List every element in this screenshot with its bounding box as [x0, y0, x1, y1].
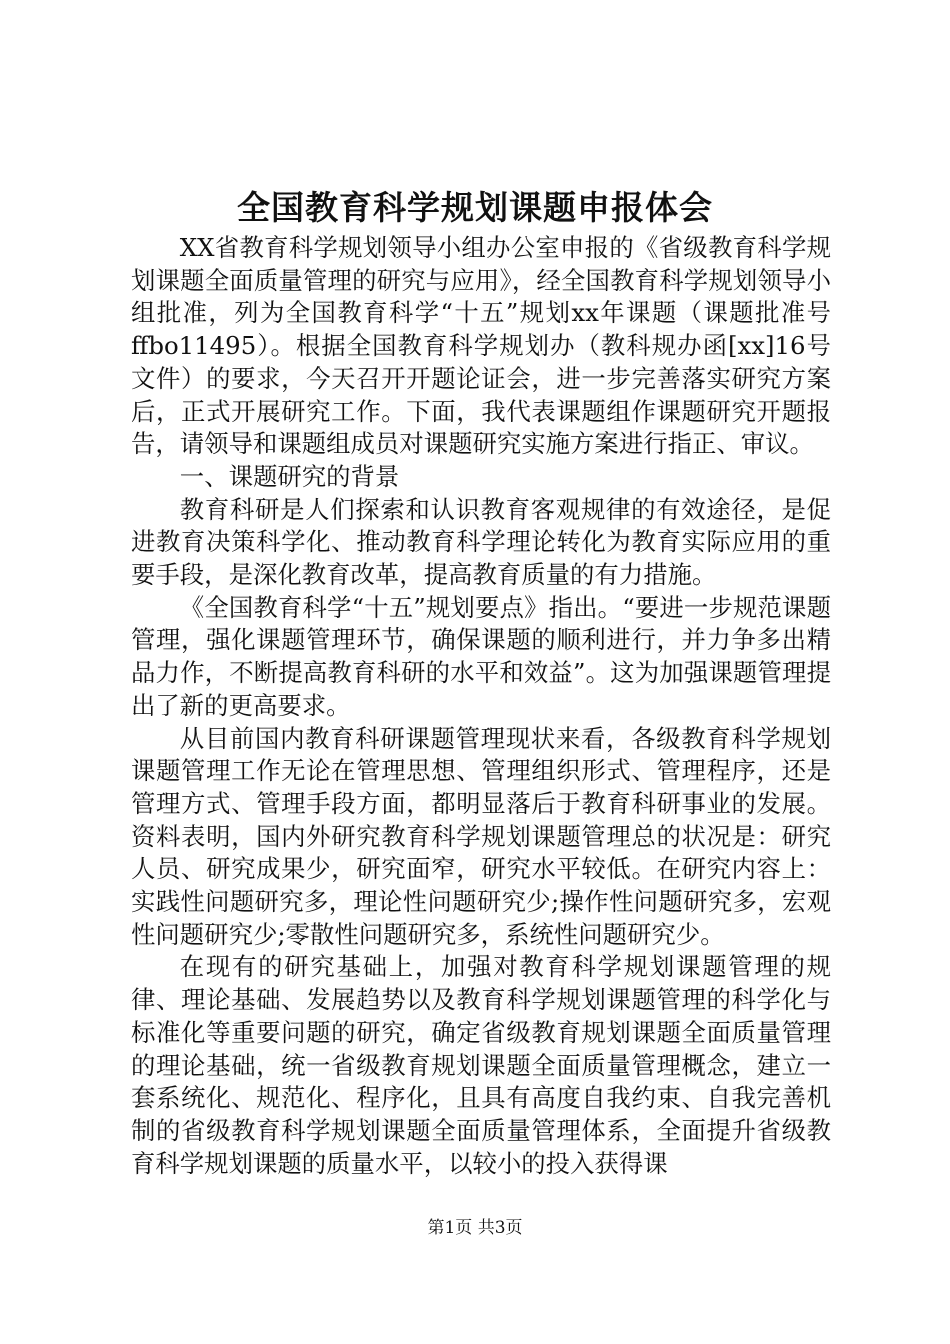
paragraph-intro: XX省教育科学规划领导小组办公室申报的《省级教育科学规划课题全面质量管理的研究与应用》，经全国教育科学规划领导小组批准，列为全国教育科学“十五”规划xx年课题（课题批准号ffbo11495）。根据全国教育科学规划办（教科规办函[xx]16号文件）的要求，今天召开开题论证会，进一步完善落实研究方案后，正式开展研究工作。下面，我代表课题组作课题研究开题报告，请领导和课题组成员对课题研究实施方案进行指正、审议。: [131, 233, 831, 459]
paragraph-research-role: 教育科研是人们探索和认识教育客观规律的有效途径，是促进教育决策科学化、推动教育科学理论转化为教育实际应用的重要手段，是深化教育改革，提高教育质量的有力措施。: [131, 494, 831, 590]
paragraph-research-goal: 在现有的研究基础上，加强对教育科学规划课题管理的规律、理论基础、发展趋势以及教育科学规划课题管理的科学化与标准化等重要问题的研究，确定省级教育规划课题全面质量管理的理论基础，统一省级教育规划课题全面质量管理概念，建立一套系统化、规范化、程序化，且具有高度自我约束、自我完善机制的省级教育科学规划课题全面质量管理体系，全面提升省级教育科学规划课题的质量水平，以较小的投入获得课: [131, 952, 831, 1178]
paragraph-planning-points: 《全国教育科学“十五”规划要点》指出。“要进一步规范课题管理，强化课题管理环节，确保课题的顺利进行，并力争多出精品力作，不断提高教育科研的水平和效益”。这为加强课题管理提出了新的更高要求。: [131, 592, 831, 720]
document-body: [131, 232, 831, 1180]
paragraph-current-status: 从目前国内教育科研课题管理现状来看，各级教育科学规划课题管理工作无论在管理思想、管理组织形式、管理程序，还是管理方式、管理手段方面，都明显落后于教育科研事业的发展。资料表明，国内外研究教育科学规划课题管理总的状况是：研究人员、研究成果少，研究面窄，研究水平较低。在研究内容上：实践性问题研究多，理论性问题研究少;操作性问题研究多，宏观性问题研究少;零散性问题研究多，系统性问题研究少。: [131, 723, 831, 949]
document-title: 全国教育科学规划课题申报体会: [237, 188, 713, 227]
page-number-footer: 第1页 共3页: [427, 1218, 523, 1238]
section-heading-background: 一、课题研究的背景: [179, 461, 400, 491]
